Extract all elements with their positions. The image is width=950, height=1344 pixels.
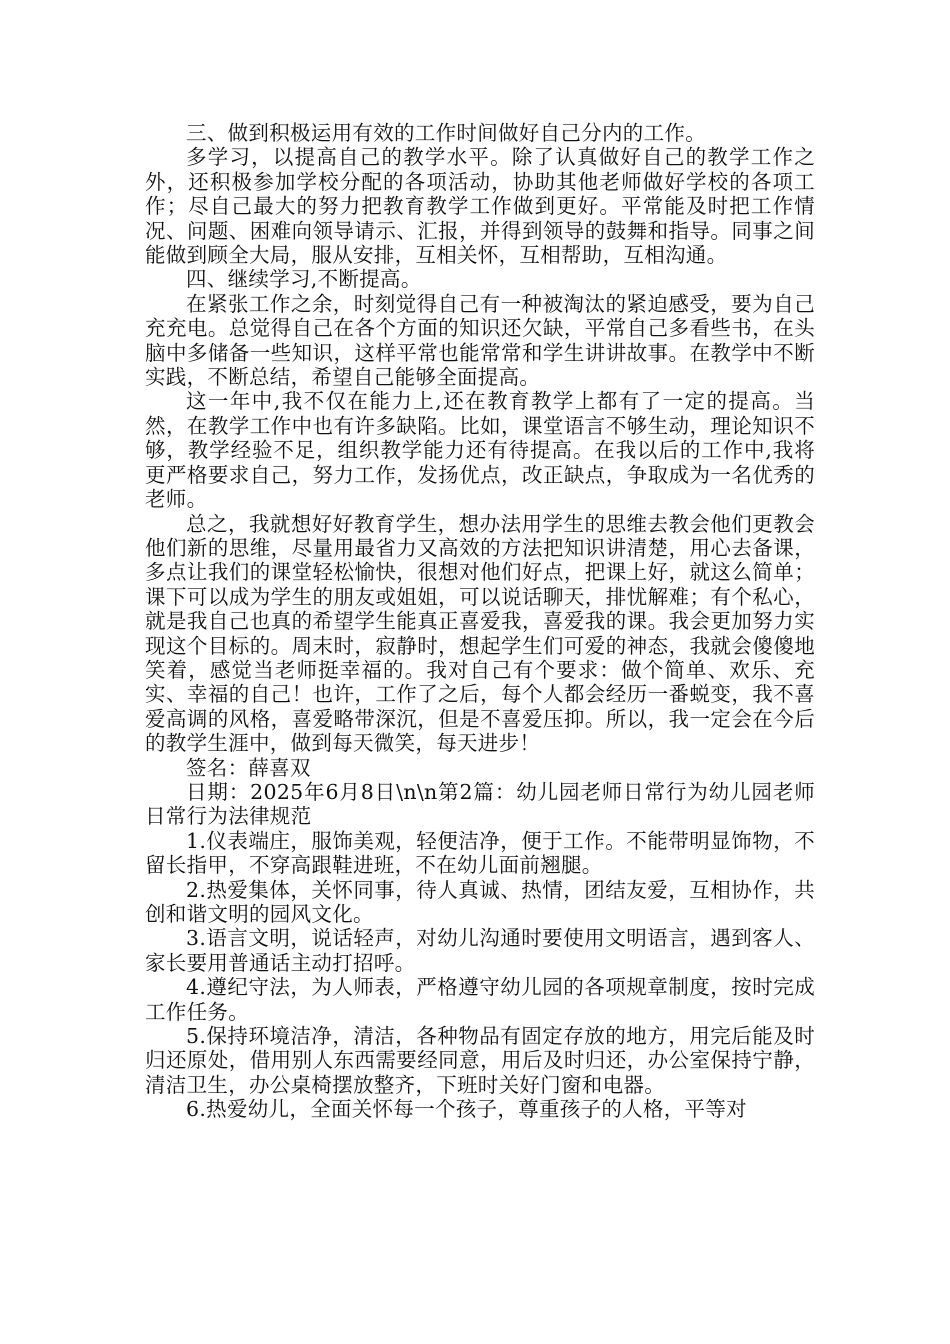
paragraph-recharge: 在紧张工作之余，时刻觉得自己有一种被淘汰的紧迫感受，要为自己充充电。总觉得自己在各个方面的知识还欠缺，平常自己多看些书，在头脑中多储备一些知识，这样平常也能常常和学生讲讲故事。在教学中不断实践，不断总结，希望自己能够全面提高。 xyxy=(145,291,815,390)
signature-line: 签名：薛喜双 xyxy=(186,755,311,780)
section-heading-4: 四、继续学习,不断提高。 xyxy=(186,267,422,292)
date-and-next-title: 日期：2025年6月8日\n\n第2篇：幼儿园老师日常行为幼儿园老师日常行为法律规范 xyxy=(145,779,815,829)
paragraph-year-review: 这一年中,我不仅在能力上,还在教育教学上都有了一定的提高。当然，在教学工作中也有许多缺陷。比如，课堂语言不够生动，理论知识不够，教学经验不足，组织教学能力还有待提高。在我以后的工作中,我将更严格要求自己，努力工作，发扬优点，改正缺点，争取成为一名优秀的老师。 xyxy=(145,389,815,512)
document-body xyxy=(145,121,815,1122)
rule-item-6: 6.热爱幼儿，全面关怀每一个孩子，尊重孩子的人格，平等对 xyxy=(186,1097,747,1122)
paragraph-study: 多学习，以提高自己的教学水平。除了认真做好自己的教学工作之外，还积极参加学校分配的各项活动，协助其他老师做好学校的各项工作；尽自己最大的努力把教育教学工作做到更好。平常能及时把工作情况、问题、困难向领导请示、汇报，并得到领导的鼓舞和指导。同事之间能做到顾全大局，服从安排，互相关怀，互相帮助，互相沟通。 xyxy=(145,145,815,268)
rule-item-5: 5.保持环境洁净，清洁，各种物品有固定存放的地方，用完后能及时归还原处，借用别人东西需要经同意，用后及时归还，办公室保持宁静，清洁卫生，办公桌椅摆放整齐，下班时关好门窗和电器。 xyxy=(145,1024,815,1097)
rule-item-2: 2.热爱集体，关怀同事，待人真诚、热情，团结友爱，互相协作，共创和谐文明的园风文化。 xyxy=(145,877,815,926)
paragraph-summary: 总之，我就想好好教育学生，想办法用学生的思维去教会他们更教会他们新的思维，尽量用最省力又高效的方法把知识讲清楚，用心去备课，多点让我们的课堂轻松愉快，很想对他们好点，把课上好，就这么简单；课下可以成为学生的朋友或姐姐，可以说话聊天，排忧解难；有个私心，就是我自己也真的希望学生能真正喜爱我，喜爱我的课。我会更加努力实现这个目标的。周末时，寂静时，想起学生们可爱的神态，我就会傻傻地笑着，感觉当老师挺幸福的。我对自己有个要求：做个简单、欢乐、充实、幸福的自己！也许，工作了之后，每个人都会经历一番蜕变，我不喜爱高调的风格，喜爱略带深沉，但是不喜爱压抑。所以，我一定会在今后的教学生涯中，做到每天微笑，每天进步！ xyxy=(145,511,815,756)
rule-item-1: 1.仪表端庄，服饰美观，轻便洁净，便于工作。不能带明显饰物，不留长指甲，不穿高跟鞋进班，不在幼儿面前翘腿。 xyxy=(145,828,815,878)
rule-item-4: 4.遵纪守法，为人师表，严格遵守幼儿园的各项规章制度，按时完成工作任务。 xyxy=(145,975,815,1024)
section-heading-3: 三、做到积极运用有效的工作时间做好自己分内的工作。 xyxy=(186,121,706,145)
rule-item-3: 3.语言文明，说话轻声，对幼儿沟通时要使用文明语言，遇到客人、家长要用普通话主动打招呼。 xyxy=(145,926,815,975)
